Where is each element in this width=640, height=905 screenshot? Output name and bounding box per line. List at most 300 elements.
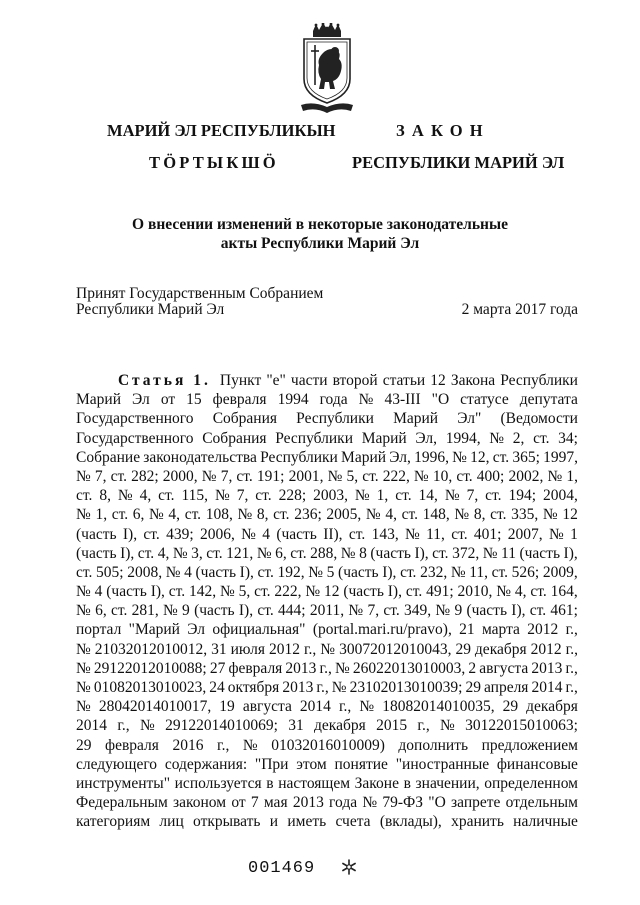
article-word: №	[335, 659, 350, 677]
article-line	[76, 544, 578, 563]
article-word: 2005,	[326, 506, 362, 524]
article-line	[76, 812, 578, 831]
article-word: 439;	[166, 525, 194, 543]
article-word: "е"	[266, 372, 286, 389]
article-word: 11	[501, 544, 516, 562]
article-word: ст.	[492, 448, 510, 466]
article-word: 335,	[511, 506, 539, 524]
article-word: Собрания	[212, 410, 278, 428]
article-word: от	[231, 794, 246, 812]
article-word: Марий	[341, 448, 387, 466]
article-word: ст.	[255, 487, 272, 505]
article-word: 24	[209, 679, 225, 696]
article-word: ст.	[206, 544, 223, 562]
article-word: 5,	[238, 583, 251, 601]
article-word: 12	[323, 583, 340, 601]
article-word: 1,	[95, 506, 108, 524]
article-word: 108,	[205, 506, 233, 524]
article-word: I),	[414, 544, 429, 562]
article-word: запрете	[451, 794, 501, 812]
article-word: февраля	[212, 391, 267, 409]
article-word: в	[403, 774, 411, 792]
article-word: 7,	[367, 602, 380, 620]
article-word: 2013	[292, 794, 324, 812]
article-word: г.,	[565, 640, 578, 658]
article-word: понятие	[334, 755, 388, 773]
article-word: 2013	[285, 659, 317, 677]
article-word: 2	[468, 659, 477, 677]
article-line	[76, 409, 578, 428]
article-word: настоящем	[278, 774, 351, 792]
article-word: №	[547, 467, 563, 485]
adoption-line2: Республики Марий Эл	[76, 301, 225, 318]
article-word: 3,	[191, 544, 203, 562]
article-word: 192,	[277, 563, 305, 581]
article-word: 121,	[226, 544, 254, 562]
article-word: Законе	[354, 774, 399, 792]
adoption-date: 2 марта 2017 года	[461, 301, 578, 318]
article-line	[76, 429, 578, 448]
article-word: 5	[326, 563, 335, 581]
article-word: 8,	[473, 506, 486, 524]
article-word: №	[354, 487, 370, 505]
article-line	[76, 505, 578, 524]
article-word: 236;	[294, 506, 322, 524]
article-word: №	[450, 563, 466, 581]
article-word: "О	[431, 391, 450, 409]
article-word: (Ведомости	[500, 410, 578, 428]
article-word: I),	[239, 563, 254, 581]
article-word: "иностранные	[395, 755, 490, 773]
article-word: декабря	[314, 717, 366, 735]
article-line	[76, 563, 578, 582]
header-right-line2: РЕСПУБЛИКИ МАРИЙ ЭЛ	[352, 153, 565, 172]
article-word: ст.	[533, 429, 550, 447]
article-word: ст.	[290, 544, 307, 562]
article-word: 11,	[469, 563, 489, 581]
article-word: 142,	[188, 583, 217, 601]
article-word: этом	[296, 755, 327, 773]
article-word: (часть	[194, 602, 235, 620]
article-word: 30072012010043,	[339, 640, 452, 658]
article-word: 401;	[473, 525, 502, 543]
article-word: августа	[242, 698, 292, 716]
article-word: ст.	[111, 506, 129, 524]
article-word: счета	[335, 813, 371, 831]
article-word: (вклады),	[379, 813, 442, 831]
article-word: 15	[186, 391, 202, 409]
article-word: 29	[76, 736, 92, 754]
article-word: 28042014010017,	[98, 698, 212, 716]
article-word: 1994	[277, 391, 309, 409]
article-word: 2013	[531, 659, 563, 677]
article-word: ст.	[76, 487, 93, 505]
article-word: ст.	[257, 602, 274, 620]
article-word: официальная"	[212, 621, 306, 639]
article-word: №	[76, 583, 91, 601]
article-word: 2016	[172, 736, 204, 754]
article-word: 461;	[550, 602, 578, 620]
article-word: февраля	[105, 736, 159, 754]
article-word: 2014	[299, 698, 331, 716]
article-line	[76, 525, 578, 544]
article-word: 27	[209, 659, 226, 677]
article-word: (часть	[106, 583, 147, 601]
article-line	[76, 774, 578, 793]
article-word: №	[348, 602, 364, 620]
article-word: (часть	[195, 563, 237, 581]
article-word: 1996,	[414, 448, 449, 466]
article-word: 12	[430, 372, 446, 389]
article-word: 6,	[275, 544, 287, 562]
article-word: определенном	[484, 774, 578, 792]
article-word: Республики	[296, 410, 374, 428]
article-word: 2008,	[127, 563, 163, 581]
article-word: года	[329, 794, 358, 812]
article-word: 505;	[96, 563, 124, 581]
article-word: 29	[455, 640, 471, 658]
article-word: портал	[76, 621, 122, 639]
article-word: 2001,	[288, 467, 324, 485]
article-word: №	[76, 698, 91, 716]
article-word: г.,	[565, 679, 578, 696]
article-word: 2012	[527, 621, 559, 639]
header-left-line2: ТӦРТЫКШӦ	[149, 153, 279, 172]
article-word: финансовые	[496, 755, 578, 773]
article-word: 194;	[508, 487, 536, 505]
article-word: №	[214, 487, 230, 505]
article-word: №	[162, 602, 178, 620]
article-word: №	[358, 391, 374, 409]
article-word: №	[241, 525, 256, 543]
article-word: 8,	[99, 487, 111, 505]
article-word: 7,	[220, 467, 233, 485]
article-word: статьи	[382, 372, 426, 389]
article-word: 31	[288, 717, 304, 735]
article-word: ст.	[395, 487, 412, 505]
article-line	[76, 448, 578, 467]
article-word: (portal.mari.ru/pravo),	[312, 621, 452, 639]
adoption-line1: Принят Государственным Собранием	[76, 285, 324, 302]
article-word: (часть	[466, 602, 508, 620]
article-word: 7,	[466, 487, 479, 505]
article-word: №	[405, 525, 420, 543]
article-word: (часть	[343, 583, 384, 601]
article-word: (часть	[370, 544, 411, 562]
article-word: законодательства	[143, 448, 257, 466]
article-word: 1,	[376, 487, 389, 505]
article-word: Эл	[132, 391, 150, 409]
article-word: Марий	[361, 429, 407, 447]
article-word: 5,	[346, 467, 359, 485]
article-word: №	[440, 717, 455, 735]
article-word: 4,	[514, 583, 527, 601]
article-word: №	[256, 544, 272, 562]
article-word: следующего	[76, 755, 158, 773]
article-word: №	[76, 467, 91, 485]
article-word: 2009,	[542, 563, 578, 581]
article-word: (часть	[76, 525, 117, 543]
article-line	[76, 659, 578, 678]
article-word: наличные	[513, 813, 578, 831]
article-word: 2015	[376, 717, 408, 735]
article-word: №	[362, 794, 378, 812]
article-word: 01082013010023,	[93, 679, 207, 696]
article-word: "О	[428, 794, 446, 812]
article-word: ст.	[362, 467, 379, 485]
article-word: ст.	[168, 583, 186, 601]
article-word: №	[327, 467, 343, 485]
article-word: 4,	[168, 506, 181, 524]
article-line	[76, 390, 578, 409]
article-word: ст.	[530, 583, 547, 601]
article-word: №	[219, 583, 235, 601]
article-word: 4,	[385, 506, 397, 524]
article-word: предложением	[481, 736, 578, 754]
article-word: №	[413, 467, 429, 485]
article-word: ст.	[143, 525, 160, 543]
article-line	[76, 486, 578, 505]
article-word: используется	[174, 774, 262, 792]
article-word: №	[76, 506, 91, 524]
article-word: I),	[122, 525, 138, 543]
article-word: №	[76, 602, 91, 620]
article-word: ст.	[158, 487, 175, 505]
article-word: ст.	[273, 506, 290, 524]
article-word: 23102013010039;	[349, 679, 463, 696]
article-word: №	[489, 429, 505, 447]
article-word: 9	[454, 602, 463, 620]
article-word: №	[201, 467, 217, 485]
article-word: г.,	[303, 640, 317, 658]
article-word: ст.	[401, 506, 418, 524]
article-word: дополнить	[398, 736, 469, 754]
article-word: 491;	[426, 583, 454, 601]
article-word: №	[548, 525, 564, 543]
article-word: статусе	[460, 391, 509, 409]
article-line	[76, 736, 578, 755]
article-word: 30122015010063;	[465, 717, 578, 735]
article-word: ст.	[400, 563, 417, 581]
article-word: ст.	[491, 563, 509, 581]
article-word: 164,	[550, 583, 578, 601]
header-right-line1: ЗАКОН	[396, 121, 490, 140]
article-word: 21032012010012,	[94, 640, 208, 658]
article-word: 372,	[452, 544, 480, 562]
article-word: 29122014010069;	[165, 717, 278, 735]
article-word: 79-ФЗ	[382, 794, 424, 812]
article-word: I),	[387, 583, 402, 601]
article-word: 2012	[268, 640, 300, 658]
article-word: №	[308, 563, 324, 581]
article-word: 2002,	[508, 467, 544, 485]
article-word: I),	[238, 602, 254, 620]
article-word: 19	[219, 698, 235, 716]
article-word: I),	[120, 544, 135, 562]
article-word: №	[242, 736, 258, 754]
article-word: г.,	[417, 717, 430, 735]
article-word: Эл,	[389, 448, 411, 466]
article-word: 1997,	[543, 448, 578, 466]
article-word: 7,	[236, 487, 249, 505]
article-word: 26022013010003,	[352, 659, 466, 677]
article-word: 10,	[432, 467, 453, 485]
article-word: 8	[359, 544, 367, 562]
article-word: №	[542, 506, 558, 524]
article-word: №	[452, 448, 467, 466]
article-word: 222,	[274, 583, 302, 601]
article-word: 2004,	[542, 487, 578, 505]
article-word: 2014	[76, 717, 107, 735]
article-word: №	[496, 583, 512, 601]
article-word: 01032016010009)	[271, 736, 385, 754]
article-word: ст.	[383, 602, 400, 620]
article-line	[76, 678, 578, 697]
article-word: 34;	[558, 429, 578, 447]
article-word: Эл"	[457, 410, 482, 428]
article-word: 29	[465, 679, 481, 696]
article-word: №	[117, 487, 133, 505]
article-word: I),	[563, 544, 578, 562]
article-word: №	[444, 487, 460, 505]
article-word: ст.	[76, 563, 93, 581]
article-word: №	[76, 640, 91, 658]
article-word: 143,	[371, 525, 399, 543]
article-word: июля	[230, 640, 265, 658]
article-word: Федеральным	[76, 794, 168, 812]
article-word: ст.	[110, 602, 128, 620]
article-line	[76, 716, 578, 735]
article-word: Марий	[76, 391, 122, 409]
article-word: Марий	[393, 410, 439, 428]
article-word: 400;	[476, 467, 505, 485]
article-word: 29122012010088;	[93, 659, 207, 677]
article-word: №	[320, 640, 336, 658]
article-word: Закона	[450, 372, 496, 389]
article-word: №	[76, 679, 91, 696]
article-word: 8,	[256, 506, 269, 524]
article-word: 14,	[418, 487, 438, 505]
article-body	[76, 371, 578, 832]
article-word: 2,	[512, 429, 525, 447]
article-word: 2007,	[507, 525, 543, 543]
article-word: инструменты"	[76, 774, 171, 792]
article-word: 2000,	[162, 467, 198, 485]
article-word: 29	[502, 698, 519, 716]
article-word: 1994,	[445, 429, 481, 447]
article-word: г.,	[565, 659, 578, 677]
article-word: 11,	[426, 525, 445, 543]
article-word: ст.	[254, 583, 271, 601]
article-word: Республики	[260, 448, 338, 466]
article-word: ст.	[137, 544, 155, 562]
article-word: г.,	[338, 698, 352, 716]
article-word: 148,	[422, 506, 450, 524]
article-word: ст.	[432, 544, 449, 562]
article-line	[76, 793, 578, 812]
article-word: Собрание	[76, 448, 141, 466]
article-word: г.,	[319, 659, 332, 677]
article-line	[76, 697, 578, 716]
article-word: "Марий	[128, 621, 180, 639]
article-word: 4	[184, 563, 192, 581]
article-word: значении,	[415, 774, 480, 792]
document-number: 001469	[248, 859, 316, 878]
article-word: ст.	[485, 487, 502, 505]
article-word: ст.	[184, 506, 202, 524]
article-word: №	[482, 544, 498, 562]
article-word: 349,	[404, 602, 432, 620]
article-word: 2014	[531, 679, 563, 696]
article-word: апреля	[483, 679, 529, 696]
article-word: 281,	[131, 602, 159, 620]
article-word: 222,	[382, 467, 410, 485]
article-word: Республики	[500, 372, 578, 389]
article-word: I),	[382, 563, 397, 581]
article-word: 21	[459, 621, 475, 639]
article-word: №	[340, 544, 356, 562]
article-word: №	[359, 698, 375, 716]
article-word: 6,	[95, 602, 107, 620]
document-title-line1: О внесении изменений в некоторые законодательные	[132, 216, 508, 233]
article-word: ст.	[257, 563, 274, 581]
article-line	[76, 755, 578, 774]
article-word: Собрания	[202, 429, 267, 447]
article-word: 365;	[512, 448, 540, 466]
article-word: 288,	[310, 544, 338, 562]
article-word: мая	[263, 794, 288, 812]
article-line	[76, 640, 578, 659]
article-word: и	[269, 813, 279, 831]
article-word: №	[76, 659, 91, 677]
article-line	[76, 601, 578, 620]
article-word: №	[331, 679, 347, 696]
article-word: августа	[479, 659, 529, 677]
article-word: №	[454, 506, 470, 524]
article-word: ст.	[405, 583, 423, 601]
article-word: Пункт	[219, 372, 262, 389]
article-word: г.,	[316, 679, 329, 696]
article-word: г.,	[117, 717, 130, 735]
article-word: I),	[511, 602, 526, 620]
article-word: марта	[481, 621, 520, 639]
article-word: ст.	[490, 506, 507, 524]
article-word: 31	[211, 640, 227, 658]
article-line	[76, 467, 578, 486]
article-word: содержания:	[164, 755, 248, 773]
article-word: февраля	[228, 659, 283, 677]
article-word: года	[319, 391, 348, 409]
article-word: части	[290, 372, 328, 389]
article-word: 444;	[278, 602, 306, 620]
header-left-line1: МАРИЙ ЭЛ РЕСПУБЛИКЫН	[107, 121, 336, 140]
article-word: 282;	[131, 467, 159, 485]
article-word: 232,	[420, 563, 448, 581]
document-title-line2: акты Республики Марий Эл	[220, 235, 420, 252]
article-word: 4,	[157, 544, 170, 562]
snowflake-icon	[341, 859, 357, 875]
article-word: 228;	[278, 487, 307, 505]
article-word: (часть	[276, 525, 317, 543]
article-word: ст.	[451, 525, 468, 543]
article-word: ст.	[529, 602, 547, 620]
article-word: Республики	[275, 429, 353, 447]
article-word: второй	[332, 372, 378, 389]
article-lead: Статья 1.	[118, 372, 211, 389]
article-word: (часть	[76, 544, 117, 562]
article-line	[76, 582, 578, 601]
article-word: 2012	[530, 640, 562, 658]
